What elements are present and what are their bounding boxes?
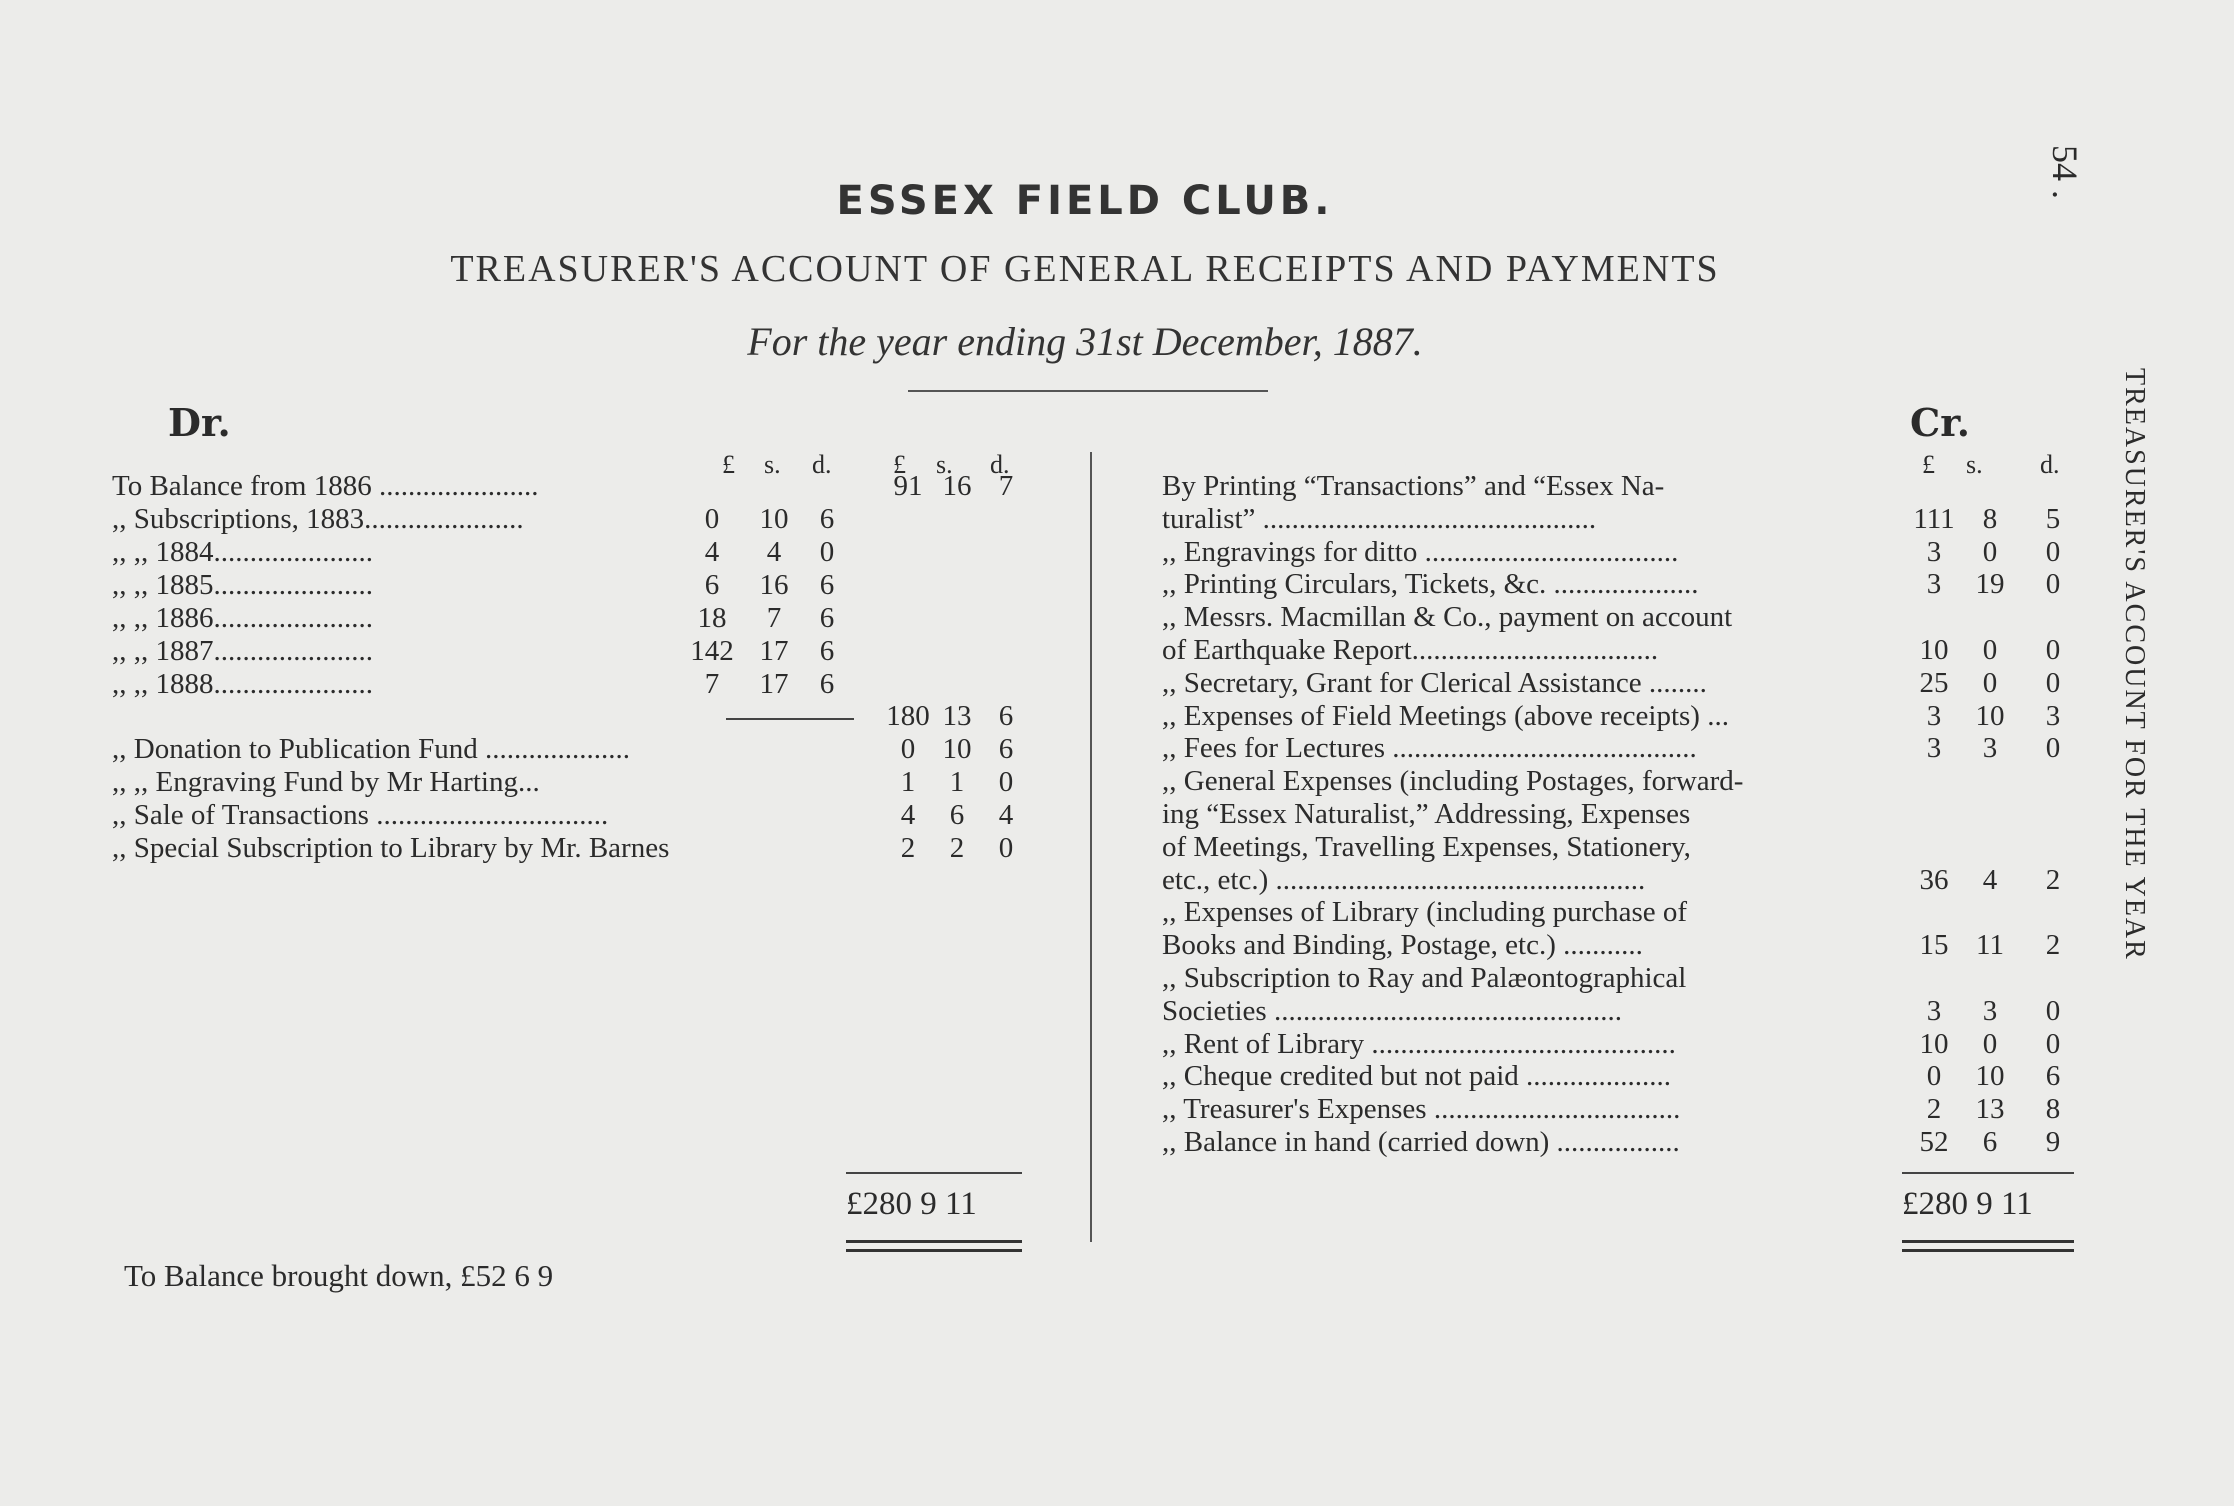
page-subtitle: TREASURER'S ACCOUNT OF GENERAL RECEIPTS AND PAYMENTS bbox=[450, 248, 1720, 290]
debit-amount-l2: 0 bbox=[900, 733, 916, 765]
debit-row-description: ,, ,, 1886...................... bbox=[112, 602, 373, 634]
credit-amount-l: 3 bbox=[1926, 700, 1942, 732]
credit-amount-l: 3 bbox=[1926, 995, 1942, 1027]
debit-amount-l2: 91 bbox=[893, 470, 923, 502]
debit-amount-d1: 6 bbox=[819, 635, 835, 667]
debit-row-description: ,, Special Subscription to Library by Mr. Barnes bbox=[112, 832, 670, 864]
debit-amount-d1: 6 bbox=[819, 503, 835, 535]
credit-amount-s: 10 bbox=[1975, 1060, 2005, 1092]
credit-amount-l: 3 bbox=[1926, 732, 1942, 764]
credit-mark: Cr. bbox=[1910, 400, 1971, 445]
debit-amount-l1: 6 bbox=[704, 569, 720, 601]
credit-amount-d: 0 bbox=[2045, 634, 2061, 666]
header-pounds-2: £ bbox=[893, 450, 906, 479]
header-pounds: £ bbox=[1922, 450, 1935, 479]
credit-amount-l: 0 bbox=[1926, 1060, 1942, 1092]
debit-amount-s2: 2 bbox=[949, 832, 965, 864]
credit-row-description: ,, Expenses of Library (including purchase of bbox=[1162, 896, 1688, 928]
debit-amount-l1: 7 bbox=[704, 668, 720, 700]
debit-amount-s1: 16 bbox=[759, 569, 789, 601]
header-pence: d. bbox=[2040, 450, 2060, 479]
dateline: For the year ending 31st December, 1887. bbox=[747, 319, 1423, 364]
credit-amount-l: 25 bbox=[1919, 667, 1949, 699]
credit-row-description: ,, Rent of Library .......................................... bbox=[1162, 1028, 1676, 1060]
credit-amount-d: 0 bbox=[2045, 732, 2061, 764]
debit-amount-l2: 2 bbox=[900, 832, 916, 864]
debit-amount-l1: 4 bbox=[704, 536, 720, 568]
debit-amount-s1: 10 bbox=[759, 503, 789, 535]
credit-row-description: ,, Messrs. Macmillan & Co., payment on account bbox=[1162, 601, 1733, 633]
credit-amount-d: 0 bbox=[2045, 1028, 2061, 1060]
credit-row-description: of Earthquake Report.................................. bbox=[1162, 634, 1659, 666]
debit-amount-s2: 13 bbox=[942, 700, 972, 732]
credit-row-description: ,, Engravings for ditto ................................... bbox=[1162, 536, 1679, 568]
debit-row-description: ,, Subscriptions, 1883...................... bbox=[112, 503, 524, 535]
credit-row-description: Societies ................................................ bbox=[1162, 995, 1622, 1027]
header-pounds-1: £ bbox=[722, 450, 735, 479]
credit-row-description: By Printing “Transactions” and “Essex Na- bbox=[1162, 470, 1665, 502]
credit-row-description: Books and Binding, Postage, etc.) ........... bbox=[1162, 929, 1643, 961]
credit-amount-l: 15 bbox=[1919, 929, 1949, 961]
credit-amount-s: 10 bbox=[1975, 700, 2005, 732]
debit-amount-s1: 17 bbox=[759, 668, 789, 700]
credit-amount-d: 6 bbox=[2045, 1060, 2061, 1092]
debit-row-description: ,, Donation to Publication Fund .................... bbox=[112, 733, 630, 765]
credit-amount-l: 3 bbox=[1926, 568, 1942, 600]
credit-amount-d: 2 bbox=[2045, 864, 2061, 896]
credit-amount-s: 8 bbox=[1982, 503, 1998, 535]
header-pence-1: d. bbox=[812, 450, 832, 479]
page-title: ESSEX FIELD CLUB. bbox=[836, 178, 1334, 224]
debit-amount-d1: 0 bbox=[819, 536, 835, 568]
debit-amount-d2: 0 bbox=[998, 766, 1014, 798]
credit-amount-l: 10 bbox=[1919, 634, 1949, 666]
credit-row-description: ,, Expenses of Field Meetings (above receipts) ... bbox=[1162, 700, 1729, 732]
credit-row-description: ,, General Expenses (including Postages, forward- bbox=[1162, 765, 1744, 797]
debit-amount-l2: 1 bbox=[900, 766, 916, 798]
credit-amount-l: 52 bbox=[1919, 1126, 1949, 1158]
debit-row-description: ,, ,, 1884...................... bbox=[112, 536, 373, 568]
credit-amount-s: 0 bbox=[1982, 634, 1998, 666]
debit-row-description: ,, ,, Engraving Fund by Mr Harting... bbox=[112, 766, 540, 798]
credit-amount-s: 3 bbox=[1982, 995, 1998, 1027]
credit-amount-d: 8 bbox=[2045, 1093, 2061, 1125]
debit-amount-s2: 16 bbox=[942, 470, 972, 502]
credit-total: £280 9 11 bbox=[1902, 1186, 2033, 1222]
header-shillings-1: s. bbox=[764, 450, 781, 479]
debit-row-description: To Balance from 1886 ...................... bbox=[112, 470, 539, 502]
debit-amount-d2: 6 bbox=[998, 700, 1014, 732]
credit-amount-l: 111 bbox=[1913, 503, 1955, 535]
debit-amount-d1: 6 bbox=[819, 569, 835, 601]
credit-total-double-rule bbox=[1902, 1240, 2074, 1252]
credit-row-description: ,, Secretary, Grant for Clerical Assistance ........ bbox=[1162, 667, 1707, 699]
subtotal-rule bbox=[726, 718, 854, 720]
credit-total-rule bbox=[1902, 1172, 2074, 1174]
credit-amount-s: 13 bbox=[1975, 1093, 2005, 1125]
header-pence-2: d. bbox=[990, 450, 1010, 479]
debit-total-double-rule bbox=[846, 1240, 1022, 1252]
debit-row-description: ,, ,, 1885...................... bbox=[112, 569, 373, 601]
credit-row-description: of Meetings, Travelling Expenses, Stationery, bbox=[1162, 831, 1691, 863]
credit-amount-d: 0 bbox=[2045, 568, 2061, 600]
debit-amount-d1: 6 bbox=[819, 602, 835, 634]
debit-amount-s2: 10 bbox=[942, 733, 972, 765]
debit-amount-s1: 17 bbox=[759, 635, 789, 667]
debit-amount-l2: 4 bbox=[900, 799, 916, 831]
debit-row-description: ,, Sale of Transactions ................................ bbox=[112, 799, 609, 831]
credit-amount-d: 0 bbox=[2045, 667, 2061, 699]
debit-amount-s1: 7 bbox=[766, 602, 782, 634]
credit-amount-d: 2 bbox=[2045, 929, 2061, 961]
debit-mark: Dr. bbox=[168, 400, 231, 445]
credit-amount-d: 9 bbox=[2045, 1126, 2061, 1158]
credit-amount-l: 10 bbox=[1919, 1028, 1949, 1060]
credit-row-description: ,, Subscription to Ray and Palæontographical bbox=[1162, 962, 1687, 994]
credit-amount-s: 4 bbox=[1982, 864, 1998, 896]
credit-row-description: ,, Printing Circulars, Tickets, &c. .................... bbox=[1162, 568, 1699, 600]
credit-row-description: ,, Cheque credited but not paid .................... bbox=[1162, 1060, 1672, 1092]
credit-amount-s: 0 bbox=[1982, 1028, 1998, 1060]
credit-row-description: ing “Essex Naturalist,” Addressing, Expenses bbox=[1162, 798, 1691, 830]
credit-row-description: ,, Balance in hand (carried down) ................. bbox=[1162, 1126, 1680, 1158]
credit-amount-s: 3 bbox=[1982, 732, 1998, 764]
debit-row-description: ,, ,, 1888...................... bbox=[112, 668, 373, 700]
debit-row-description: ,, ,, 1887...................... bbox=[112, 635, 373, 667]
header-shillings-2: s. bbox=[936, 450, 953, 479]
credit-amount-d: 5 bbox=[2045, 503, 2061, 535]
credit-row-description: etc., etc.) ................................................... bbox=[1162, 864, 1646, 896]
credit-amount-l: 36 bbox=[1919, 864, 1949, 896]
credit-row-description: turalist” .............................................. bbox=[1162, 503, 1597, 535]
credit-row-description: ,, Fees for Lectures .......................................... bbox=[1162, 732, 1697, 764]
debit-amount-d2: 7 bbox=[998, 470, 1014, 502]
credit-amount-s: 6 bbox=[1982, 1126, 1998, 1158]
header-shillings: s. bbox=[1966, 450, 1983, 479]
debit-amount-s1: 4 bbox=[766, 536, 782, 568]
credit-amount-s: 0 bbox=[1982, 536, 1998, 568]
debit-amount-d2: 0 bbox=[998, 832, 1014, 864]
debit-amount-l1: 142 bbox=[690, 635, 734, 667]
debit-amount-d1: 6 bbox=[819, 668, 835, 700]
debit-amount-s2: 6 bbox=[949, 799, 965, 831]
debit-amount-l1: 18 bbox=[697, 602, 727, 634]
debit-total-rule bbox=[846, 1172, 1022, 1174]
debit-total: £280 9 11 bbox=[846, 1186, 977, 1222]
credit-amount-d: 3 bbox=[2045, 700, 2061, 732]
debit-amount-d2: 6 bbox=[998, 733, 1014, 765]
credit-amount-s: 11 bbox=[1976, 929, 2004, 961]
page-number: 54 . bbox=[2045, 145, 2085, 199]
debit-amount-s2: 1 bbox=[949, 766, 965, 798]
center-divider bbox=[1090, 452, 1092, 1242]
credit-amount-s: 19 bbox=[1975, 568, 2005, 600]
credit-amount-d: 0 bbox=[2045, 995, 2061, 1027]
credit-amount-d: 0 bbox=[2045, 536, 2061, 568]
credit-amount-l: 3 bbox=[1926, 536, 1942, 568]
running-head: TREASURER'S ACCOUNT FOR THE YEAR bbox=[2119, 368, 2150, 961]
credit-row-description: ,, Treasurer's Expenses .................................. bbox=[1162, 1093, 1681, 1125]
title-rule bbox=[908, 390, 1268, 392]
credit-amount-l: 2 bbox=[1926, 1093, 1942, 1125]
credit-amount-s: 0 bbox=[1982, 667, 1998, 699]
debit-amount-d2: 4 bbox=[998, 799, 1014, 831]
debit-amount-l1: 0 bbox=[704, 503, 720, 535]
debit-amount-l2: 180 bbox=[886, 700, 930, 732]
balance-brought-down: To Balance brought down, £52 6 9 bbox=[124, 1258, 554, 1293]
